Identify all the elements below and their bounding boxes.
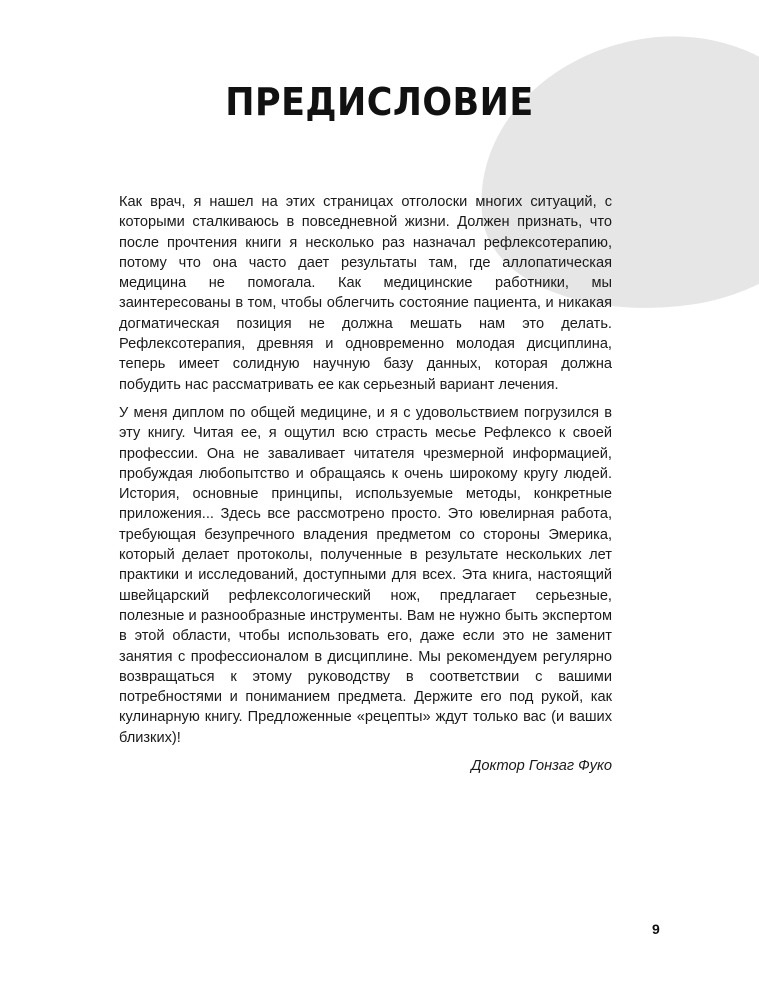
paragraph-2: У меня диплом по общей медицине, и я с удовольствием погрузился в эту книгу. Читая ее, я ощутил всю страсть месье Рефлексо к своей профессии. Она не заваливает читателя чрезмерной информацией, пробуждая любопытство и обращаясь к очень широкому кругу людей. История, основные принципы, используемые методы, конкретные приложения... Здесь все рассмотрено просто. Это ювелирная работа, требующая безупречного владения предметом со стороны Эмерика, который делает протоколы, полученные в результате нескольких лет практики и исследований, доступными для всех. Эта книга, настоящий швейцарский рефлексологический нож, предлагает серьезные, полезные и разнообразные инструменты. Вам не нужно быть экспертом в этой области, чтобы использовать его, даже если это не заменит занятия с профессионалом в дисциплине. Мы рекомендуем регулярно возвращаться к этому руководству в соответствии с вашими потребностями и пониманием предмета. Держите его под рукой, как кулинарную книгу. Предложенные «рецепты» ждут только вас (и ваших близких)!	[119, 404, 612, 746]
author-signature: Доктор Гонзаг Фуко	[471, 758, 612, 775]
page-number: 9	[652, 921, 660, 937]
paragraph-1: Как врач, я нашел на этих страницах отголоски многих ситуаций, с которыми сталкиваюсь в повседневной жизни. Должен признать, что после прочтения книги я несколько раз назначал рефлексотерапию, потому что она часто дает результаты там, где аллопатическая медицина не помогала. Как медицинские работники, мы заинтересованы в том, чтобы облегчить состояние пациента, и никакая догматическая позиция не должна мешать нам это делать. Рефлексотерапия, древняя и одновременно молодая дисциплина, теперь имеет солидную научную базу данных, которая должна побудить нас рассматривать ее как серьезный вариант лечения.	[119, 194, 612, 393]
preface-body	[119, 192, 612, 776]
page-title: ПРЕДИСЛОВИЕ	[225, 80, 534, 124]
